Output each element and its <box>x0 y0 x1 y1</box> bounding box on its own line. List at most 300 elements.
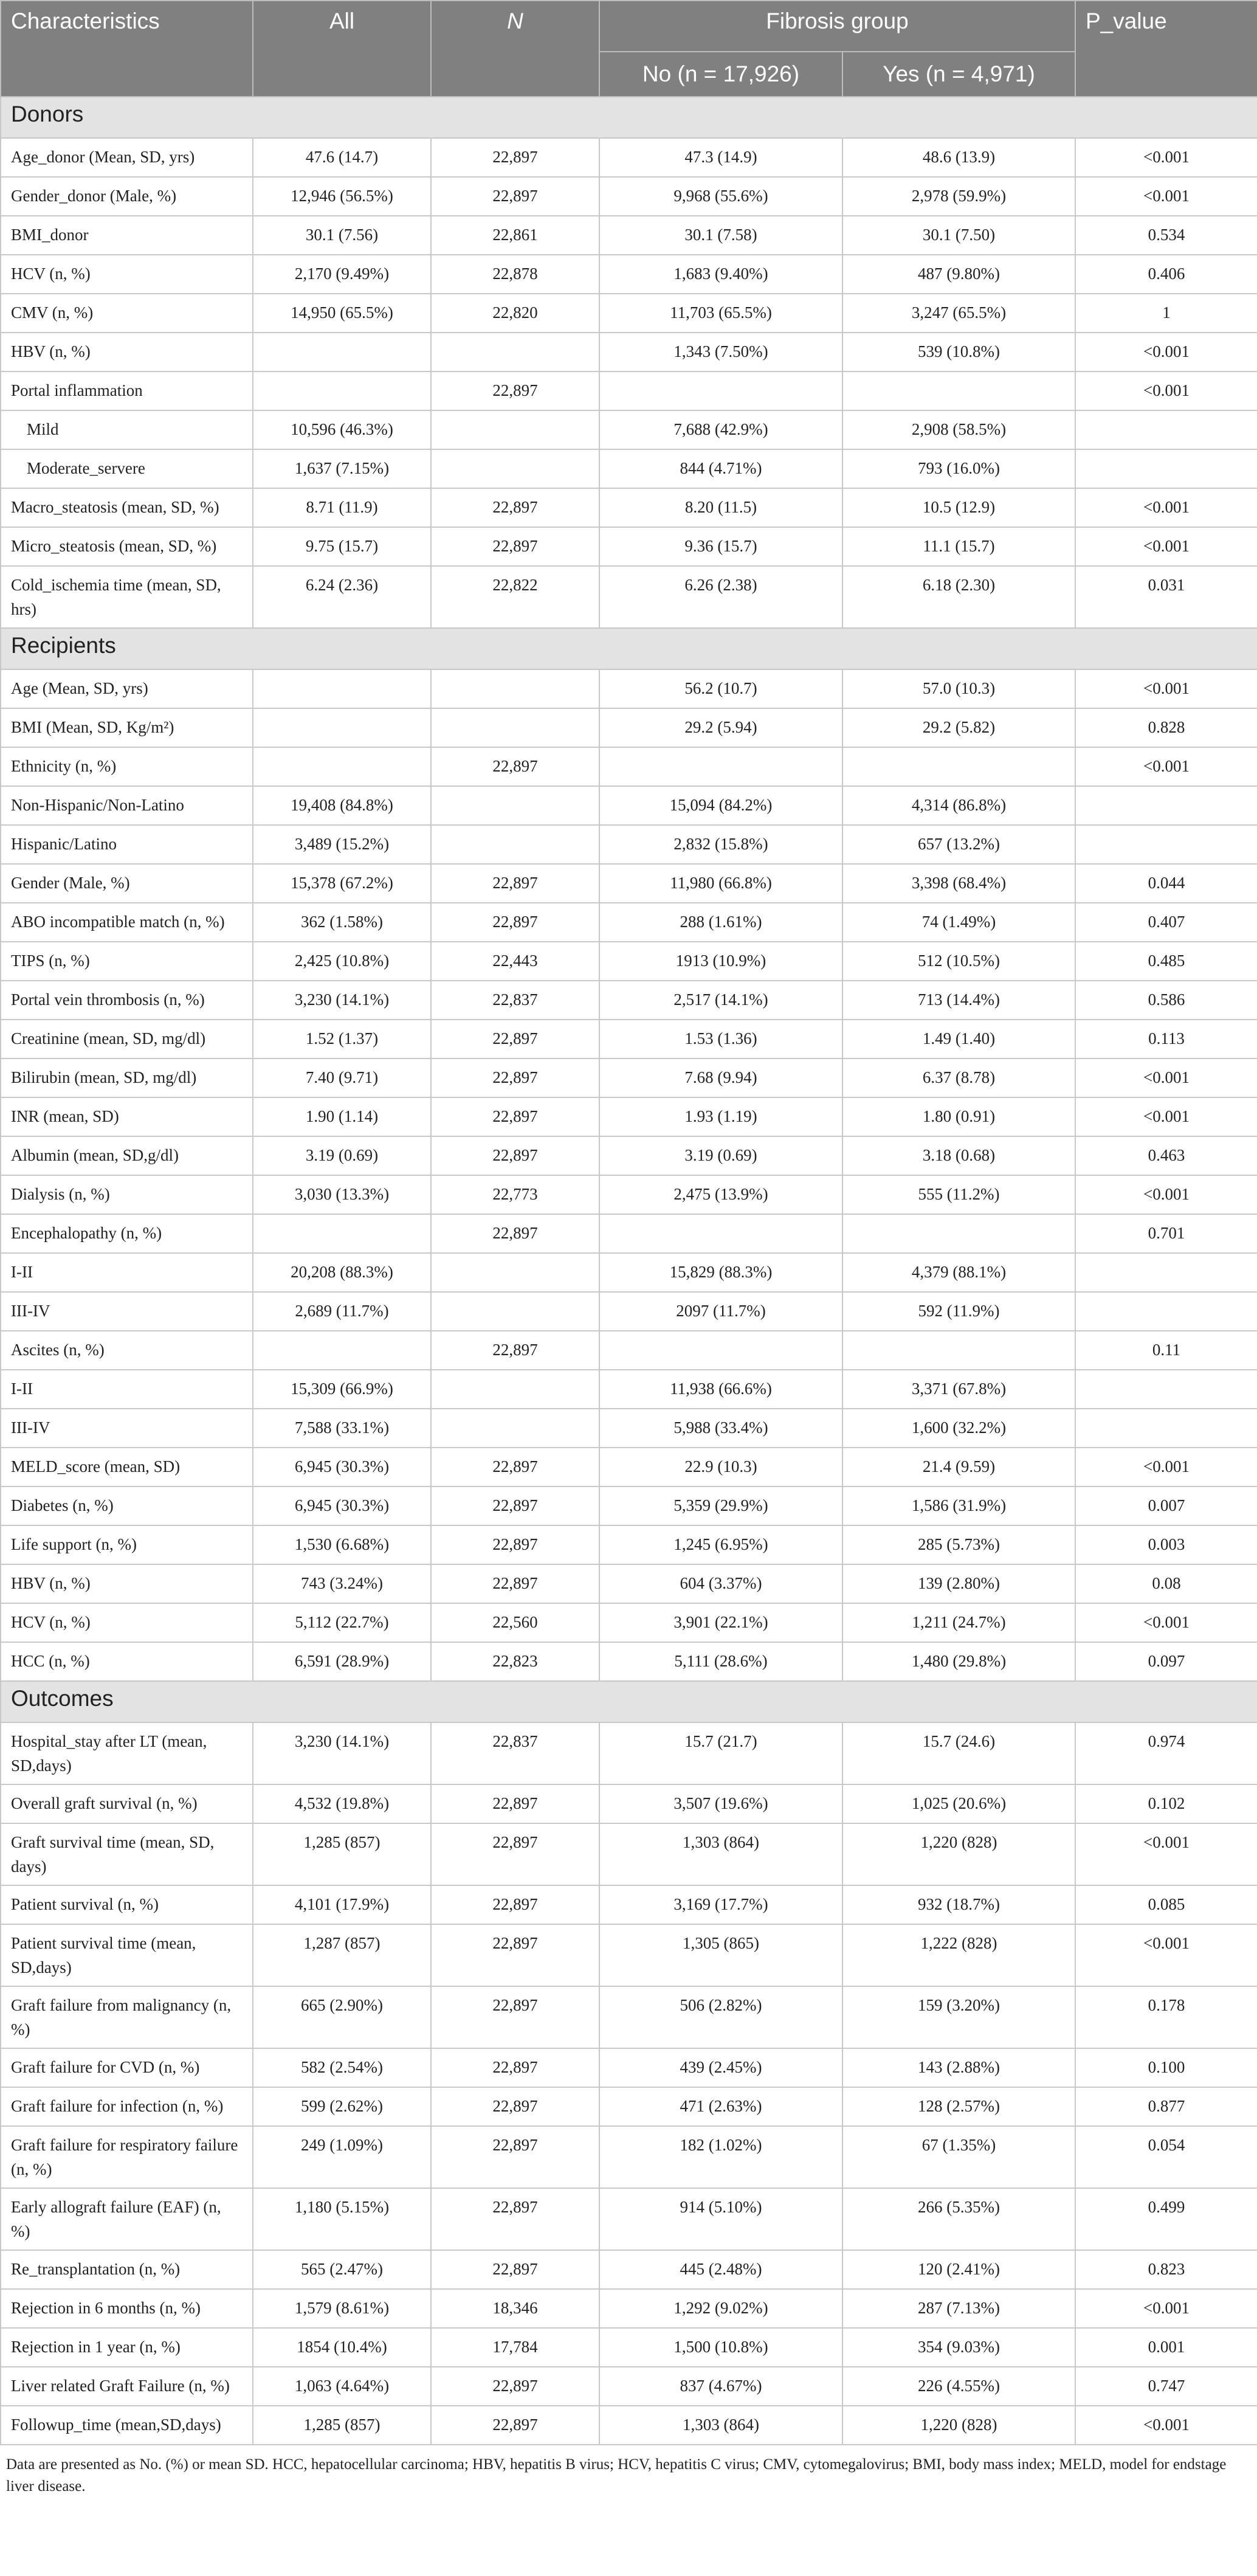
cell-all: 6,945 (30.3%) <box>253 1448 431 1487</box>
cell-n: 22,897 <box>431 2367 599 2406</box>
cell-all: 1,287 (857) <box>253 1924 431 1986</box>
cell-p-value: 0.178 <box>1075 1986 1257 2048</box>
cell-yes: 1,586 (31.9%) <box>842 1487 1075 1525</box>
section-header <box>1 628 1257 669</box>
cell-no: 914 (5.10%) <box>599 2188 842 2250</box>
header-no: No (n = 17,926) <box>599 52 842 97</box>
cell-no: 1,343 (7.50%) <box>599 333 842 371</box>
table-row <box>1 449 1257 488</box>
cell-no: 1,303 (864) <box>599 2406 842 2445</box>
cell-p-value <box>1075 1409 1257 1448</box>
cell-n: 22,897 <box>431 1784 599 1823</box>
cell-p-value: 0.102 <box>1075 1784 1257 1823</box>
row-label: III-IV <box>1 1409 253 1448</box>
cell-n: 22,861 <box>431 216 599 255</box>
cell-n: 22,837 <box>431 1722 599 1784</box>
cell-p-value: 0.407 <box>1075 903 1257 942</box>
table-row <box>1 333 1257 371</box>
table-row <box>1 216 1257 255</box>
table-row <box>1 527 1257 566</box>
row-label: Patient survival time (mean, SD,days) <box>1 1924 253 1986</box>
row-label: Moderate_servere <box>1 449 253 488</box>
cell-n: 22,837 <box>431 981 599 1020</box>
cell-no <box>599 371 842 410</box>
cell-p-value: <0.001 <box>1075 2289 1257 2328</box>
row-label: HCC (n, %) <box>1 1642 253 1681</box>
cell-all: 1,637 (7.15%) <box>253 449 431 488</box>
cell-yes: 3,398 (68.4%) <box>842 864 1075 903</box>
cell-p-value: 0.085 <box>1075 1885 1257 1924</box>
cell-p-value: 0.406 <box>1075 255 1257 294</box>
row-label: Portal vein thrombosis (n, %) <box>1 981 253 1020</box>
cell-all: 12,946 (56.5%) <box>253 177 431 216</box>
cell-yes: 285 (5.73%) <box>842 1525 1075 1564</box>
cell-all: 1,530 (6.68%) <box>253 1525 431 1564</box>
cell-n: 22,897 <box>431 2406 599 2445</box>
cell-no: 182 (1.02%) <box>599 2126 842 2188</box>
cell-p-value: <0.001 <box>1075 1058 1257 1097</box>
cell-n <box>431 449 599 488</box>
table-row <box>1 1058 1257 1097</box>
cell-all <box>253 333 431 371</box>
cell-all: 2,170 (9.49%) <box>253 255 431 294</box>
cell-n: 22,773 <box>431 1175 599 1214</box>
cell-all: 3,230 (14.1%) <box>253 1722 431 1784</box>
cell-p-value: 0.044 <box>1075 864 1257 903</box>
cell-all: 3,230 (14.1%) <box>253 981 431 1020</box>
cell-yes: 657 (13.2%) <box>842 825 1075 864</box>
row-label: BMI (Mean, SD, Kg/m²) <box>1 708 253 747</box>
table-row <box>1 1448 1257 1487</box>
table-row <box>1 825 1257 864</box>
cell-all: 665 (2.90%) <box>253 1986 431 2048</box>
cell-all: 47.6 (14.7) <box>253 138 431 177</box>
cell-yes: 11.1 (15.7) <box>842 527 1075 566</box>
cell-no: 3.19 (0.69) <box>599 1136 842 1175</box>
cell-p-value <box>1075 410 1257 449</box>
row-label: Hospital_stay after LT (mean, SD,days) <box>1 1722 253 1784</box>
cell-n: 22,897 <box>431 1986 599 2048</box>
row-label: Re_transplantation (n, %) <box>1 2250 253 2289</box>
cell-yes: 2,908 (58.5%) <box>842 410 1075 449</box>
row-label: Graft survival time (mean, SD, days) <box>1 1823 253 1885</box>
cell-n: 18,346 <box>431 2289 599 2328</box>
table-row <box>1 371 1257 410</box>
row-label: Followup_time (mean,SD,days) <box>1 2406 253 2445</box>
table-row <box>1 1253 1257 1292</box>
cell-p-value: 1 <box>1075 294 1257 333</box>
table-row <box>1 294 1257 333</box>
row-label: Graft failure for infection (n, %) <box>1 2087 253 2126</box>
cell-no: 1,683 (9.40%) <box>599 255 842 294</box>
cell-p-value: 0.974 <box>1075 1722 1257 1784</box>
table-row <box>1 1292 1257 1331</box>
cell-yes: 29.2 (5.82) <box>842 708 1075 747</box>
cell-n: 22,897 <box>431 2250 599 2289</box>
cell-yes: 3,371 (67.8%) <box>842 1370 1075 1409</box>
cell-all: 6,591 (28.9%) <box>253 1642 431 1681</box>
cell-n <box>431 410 599 449</box>
table-row <box>1 981 1257 1020</box>
cell-yes: 1,025 (20.6%) <box>842 1784 1075 1823</box>
cell-n: 22,897 <box>431 2188 599 2250</box>
row-label: HCV (n, %) <box>1 1603 253 1642</box>
table-row <box>1 1097 1257 1136</box>
cell-p-value: <0.001 <box>1075 138 1257 177</box>
cell-n: 22,897 <box>431 1331 599 1370</box>
cell-yes: 713 (14.4%) <box>842 981 1075 1020</box>
cell-p-value: <0.001 <box>1075 1175 1257 1214</box>
cell-n <box>431 1253 599 1292</box>
cell-no: 445 (2.48%) <box>599 2250 842 2289</box>
cell-yes: 1,220 (828) <box>842 2406 1075 2445</box>
table-row <box>1 2188 1257 2250</box>
cell-all: 1,180 (5.15%) <box>253 2188 431 2250</box>
table-row <box>1 1986 1257 2048</box>
cell-p-value: <0.001 <box>1075 1448 1257 1487</box>
row-label: INR (mean, SD) <box>1 1097 253 1136</box>
cell-no: 9.36 (15.7) <box>599 527 842 566</box>
table-row <box>1 1722 1257 1784</box>
cell-all: 10,596 (46.3%) <box>253 410 431 449</box>
row-label: Dialysis (n, %) <box>1 1175 253 1214</box>
cell-no: 439 (2.45%) <box>599 2048 842 2087</box>
cell-n: 22,897 <box>431 1525 599 1564</box>
cell-yes <box>842 1214 1075 1253</box>
table-row <box>1 2126 1257 2188</box>
cell-n: 22,822 <box>431 566 599 628</box>
row-label: Overall graft survival (n, %) <box>1 1784 253 1823</box>
row-label: Micro_steatosis (mean, SD, %) <box>1 527 253 566</box>
cell-all: 599 (2.62%) <box>253 2087 431 2126</box>
cell-p-value: 0.823 <box>1075 2250 1257 2289</box>
row-label: HBV (n, %) <box>1 333 253 371</box>
cell-all: 2,425 (10.8%) <box>253 942 431 981</box>
table-row <box>1 1823 1257 1885</box>
row-label: Bilirubin (mean, SD, mg/dl) <box>1 1058 253 1097</box>
row-label: Albumin (mean, SD,g/dl) <box>1 1136 253 1175</box>
table-row <box>1 566 1257 628</box>
table-row <box>1 1564 1257 1603</box>
cell-yes: 74 (1.49%) <box>842 903 1075 942</box>
cell-no: 5,111 (28.6%) <box>599 1642 842 1681</box>
header-all: All <box>253 1 431 97</box>
cell-no: 1.53 (1.36) <box>599 1020 842 1058</box>
cell-p-value: <0.001 <box>1075 2406 1257 2445</box>
row-label: Gender (Male, %) <box>1 864 253 903</box>
cell-no <box>599 1214 842 1253</box>
section-header <box>1 1681 1257 1722</box>
section-title: Donors <box>1 97 1257 138</box>
cell-n: 22,897 <box>431 903 599 942</box>
cell-all: 249 (1.09%) <box>253 2126 431 2188</box>
cell-p-value: 0.031 <box>1075 566 1257 628</box>
table-row <box>1 1642 1257 1681</box>
cell-n: 22,897 <box>431 2087 599 2126</box>
cell-no: 15,829 (88.3%) <box>599 1253 842 1292</box>
cell-p-value: 0.003 <box>1075 1525 1257 1564</box>
cell-yes <box>842 371 1075 410</box>
cell-p-value: 0.534 <box>1075 216 1257 255</box>
row-label: Macro_steatosis (mean, SD, %) <box>1 488 253 527</box>
cell-all: 30.1 (7.56) <box>253 216 431 255</box>
table-row <box>1 708 1257 747</box>
row-label: Rejection in 6 months (n, %) <box>1 2289 253 2328</box>
cell-no: 604 (3.37%) <box>599 1564 842 1603</box>
row-label: HBV (n, %) <box>1 1564 253 1603</box>
cell-n: 22,443 <box>431 942 599 981</box>
cell-all <box>253 1331 431 1370</box>
row-label: III-IV <box>1 1292 253 1331</box>
row-label: Graft failure for respiratory failure (n, %) <box>1 2126 253 2188</box>
table-row <box>1 2367 1257 2406</box>
cell-p-value <box>1075 1370 1257 1409</box>
row-label: Graft failure for CVD (n, %) <box>1 2048 253 2087</box>
cell-no: 471 (2.63%) <box>599 2087 842 2126</box>
cell-p-value: <0.001 <box>1075 1603 1257 1642</box>
cell-p-value <box>1075 825 1257 864</box>
cell-yes: 932 (18.7%) <box>842 1885 1075 1924</box>
section-header <box>1 97 1257 138</box>
cell-no: 15,094 (84.2%) <box>599 786 842 825</box>
cell-n <box>431 1370 599 1409</box>
cell-all: 4,101 (17.9%) <box>253 1885 431 1924</box>
cell-yes: 57.0 (10.3) <box>842 669 1075 708</box>
row-label: Ethnicity (n, %) <box>1 747 253 786</box>
cell-p-value <box>1075 1253 1257 1292</box>
cell-n: 22,897 <box>431 2048 599 2087</box>
cell-n: 22,897 <box>431 1097 599 1136</box>
row-label: Rejection in 1 year (n, %) <box>1 2328 253 2367</box>
cell-n <box>431 333 599 371</box>
cell-yes: 266 (5.35%) <box>842 2188 1075 2250</box>
cell-all: 7.40 (9.71) <box>253 1058 431 1097</box>
cell-yes: 793 (16.0%) <box>842 449 1075 488</box>
cell-all <box>253 669 431 708</box>
cell-yes: 512 (10.5%) <box>842 942 1075 981</box>
header-characteristics: Characteristics <box>1 1 253 97</box>
cell-no: 2,475 (13.9%) <box>599 1175 842 1214</box>
row-label: I-II <box>1 1253 253 1292</box>
cell-n <box>431 1292 599 1331</box>
cell-n: 22,897 <box>431 747 599 786</box>
cell-yes: 1,600 (32.2%) <box>842 1409 1075 1448</box>
cell-yes: 3,247 (65.5%) <box>842 294 1075 333</box>
row-label: BMI_donor <box>1 216 253 255</box>
table-row <box>1 138 1257 177</box>
cell-no <box>599 747 842 786</box>
cell-yes: 139 (2.80%) <box>842 1564 1075 1603</box>
cell-no: 844 (4.71%) <box>599 449 842 488</box>
cell-yes: 67 (1.35%) <box>842 2126 1075 2188</box>
cell-yes: 1,220 (828) <box>842 1823 1075 1885</box>
cell-p-value: <0.001 <box>1075 527 1257 566</box>
cell-yes: 287 (7.13%) <box>842 2289 1075 2328</box>
cell-p-value: 0.877 <box>1075 2087 1257 2126</box>
cell-n: 22,897 <box>431 1136 599 1175</box>
cell-all: 20,208 (88.3%) <box>253 1253 431 1292</box>
cell-no: 1,292 (9.02%) <box>599 2289 842 2328</box>
table-row <box>1 669 1257 708</box>
cell-n: 22,897 <box>431 1448 599 1487</box>
cell-p-value: 0.828 <box>1075 708 1257 747</box>
table-row <box>1 2087 1257 2126</box>
cell-yes: 487 (9.80%) <box>842 255 1075 294</box>
cell-yes: 3.18 (0.68) <box>842 1136 1075 1175</box>
cell-all: 8.71 (11.9) <box>253 488 431 527</box>
section-title: Recipients <box>1 628 1257 669</box>
cell-no: 3,169 (17.7%) <box>599 1885 842 1924</box>
cell-no: 11,938 (66.6%) <box>599 1370 842 1409</box>
cell-all <box>253 747 431 786</box>
row-label: Non-Hispanic/Non-Latino <box>1 786 253 825</box>
cell-n: 22,897 <box>431 1487 599 1525</box>
cell-n: 22,897 <box>431 2126 599 2188</box>
cell-no: 2,517 (14.1%) <box>599 981 842 1020</box>
cell-all: 3,489 (15.2%) <box>253 825 431 864</box>
cell-yes: 1,222 (828) <box>842 1924 1075 1986</box>
cell-p-value <box>1075 786 1257 825</box>
cell-yes: 159 (3.20%) <box>842 1986 1075 2048</box>
row-label: Life support (n, %) <box>1 1525 253 1564</box>
cell-no: 29.2 (5.94) <box>599 708 842 747</box>
cell-yes: 1,211 (24.7%) <box>842 1603 1075 1642</box>
row-label: Portal inflammation <box>1 371 253 410</box>
cell-yes: 1.49 (1.40) <box>842 1020 1075 1058</box>
cell-p-value: 0.463 <box>1075 1136 1257 1175</box>
cell-all: 3.19 (0.69) <box>253 1136 431 1175</box>
cell-all: 5,112 (22.7%) <box>253 1603 431 1642</box>
cell-no: 1,305 (865) <box>599 1924 842 1986</box>
table-body <box>1 97 1257 2445</box>
cell-no: 6.26 (2.38) <box>599 566 842 628</box>
cell-yes: 143 (2.88%) <box>842 2048 1075 2087</box>
cell-n <box>431 825 599 864</box>
row-label: Liver related Graft Failure (n, %) <box>1 2367 253 2406</box>
cell-all: 1.90 (1.14) <box>253 1097 431 1136</box>
cell-all <box>253 1214 431 1253</box>
cell-p-value: 0.113 <box>1075 1020 1257 1058</box>
cell-no: 2097 (11.7%) <box>599 1292 842 1331</box>
cell-n: 22,897 <box>431 1885 599 1924</box>
row-label: HCV (n, %) <box>1 255 253 294</box>
table-row <box>1 488 1257 527</box>
cell-all: 7,588 (33.1%) <box>253 1409 431 1448</box>
cell-p-value: <0.001 <box>1075 669 1257 708</box>
cell-p-value: <0.001 <box>1075 747 1257 786</box>
cell-all: 14,950 (65.5%) <box>253 294 431 333</box>
cell-no: 30.1 (7.58) <box>599 216 842 255</box>
cell-yes: 2,978 (59.9%) <box>842 177 1075 216</box>
cell-no: 1.93 (1.19) <box>599 1097 842 1136</box>
table-row <box>1 1214 1257 1253</box>
cell-n: 22,897 <box>431 371 599 410</box>
row-label: Age_donor (Mean, SD, yrs) <box>1 138 253 177</box>
cell-p-value: 0.499 <box>1075 2188 1257 2250</box>
table-row <box>1 747 1257 786</box>
cell-no: 1,245 (6.95%) <box>599 1525 842 1564</box>
cell-no: 506 (2.82%) <box>599 1986 842 2048</box>
cell-n <box>431 786 599 825</box>
table-row <box>1 1136 1257 1175</box>
cell-no: 15.7 (21.7) <box>599 1722 842 1784</box>
cell-p-value: 0.08 <box>1075 1564 1257 1603</box>
cell-all: 2,689 (11.7%) <box>253 1292 431 1331</box>
header-yes: Yes (n = 4,971) <box>842 52 1075 97</box>
cell-all: 1,285 (857) <box>253 2406 431 2445</box>
cell-n: 22,897 <box>431 1823 599 1885</box>
cell-yes: 1,480 (29.8%) <box>842 1642 1075 1681</box>
cell-no: 3,507 (19.6%) <box>599 1784 842 1823</box>
header-p-value: P_value <box>1075 1 1257 97</box>
row-label: Ascites (n, %) <box>1 1331 253 1370</box>
cell-yes: 1.80 (0.91) <box>842 1097 1075 1136</box>
cell-n: 22,897 <box>431 138 599 177</box>
cell-n: 22,897 <box>431 1058 599 1097</box>
cell-all: 1,579 (8.61%) <box>253 2289 431 2328</box>
table-row <box>1 1784 1257 1823</box>
cell-p-value: 0.007 <box>1075 1487 1257 1525</box>
cell-all: 9.75 (15.7) <box>253 527 431 566</box>
cell-no: 22.9 (10.3) <box>599 1448 842 1487</box>
cell-p-value: 0.11 <box>1075 1331 1257 1370</box>
row-label: Early allograft failure (EAF) (n, %) <box>1 2188 253 2250</box>
cell-all: 15,378 (67.2%) <box>253 864 431 903</box>
cell-no: 7.68 (9.94) <box>599 1058 842 1097</box>
cell-p-value: <0.001 <box>1075 333 1257 371</box>
row-label: Graft failure from malignancy (n, %) <box>1 1986 253 2048</box>
cell-yes: 354 (9.03%) <box>842 2328 1075 2367</box>
cell-all: 1,063 (4.64%) <box>253 2367 431 2406</box>
table-row <box>1 2289 1257 2328</box>
cell-no: 3,901 (22.1%) <box>599 1603 842 1642</box>
cell-n: 22,878 <box>431 255 599 294</box>
cell-p-value: <0.001 <box>1075 488 1257 527</box>
cell-yes: 592 (11.9%) <box>842 1292 1075 1331</box>
cell-all: 3,030 (13.3%) <box>253 1175 431 1214</box>
cell-p-value: <0.001 <box>1075 371 1257 410</box>
row-label: CMV (n, %) <box>1 294 253 333</box>
cell-no: 1,303 (864) <box>599 1823 842 1885</box>
cell-p-value: <0.001 <box>1075 1097 1257 1136</box>
cell-yes: 4,379 (88.1%) <box>842 1253 1075 1292</box>
table-row <box>1 2048 1257 2087</box>
table-row <box>1 1331 1257 1370</box>
cell-n: 22,560 <box>431 1603 599 1642</box>
cell-p-value: 0.100 <box>1075 2048 1257 2087</box>
cell-n: 22,897 <box>431 1214 599 1253</box>
cell-n: 17,784 <box>431 2328 599 2367</box>
cell-all: 4,532 (19.8%) <box>253 1784 431 1823</box>
cell-all: 6,945 (30.3%) <box>253 1487 431 1525</box>
cell-p-value: 0.001 <box>1075 2328 1257 2367</box>
table-row <box>1 2406 1257 2445</box>
cell-p-value <box>1075 1292 1257 1331</box>
cell-all: 582 (2.54%) <box>253 2048 431 2087</box>
table-row <box>1 1487 1257 1525</box>
table-row <box>1 1885 1257 1924</box>
table-row <box>1 1370 1257 1409</box>
cell-all <box>253 371 431 410</box>
table-row <box>1 1409 1257 1448</box>
cell-n <box>431 1409 599 1448</box>
cell-n: 22,897 <box>431 1924 599 1986</box>
row-label: Mild <box>1 410 253 449</box>
cell-all: 6.24 (2.36) <box>253 566 431 628</box>
cell-yes: 6.37 (8.78) <box>842 1058 1075 1097</box>
cell-no: 837 (4.67%) <box>599 2367 842 2406</box>
table-row <box>1 1175 1257 1214</box>
